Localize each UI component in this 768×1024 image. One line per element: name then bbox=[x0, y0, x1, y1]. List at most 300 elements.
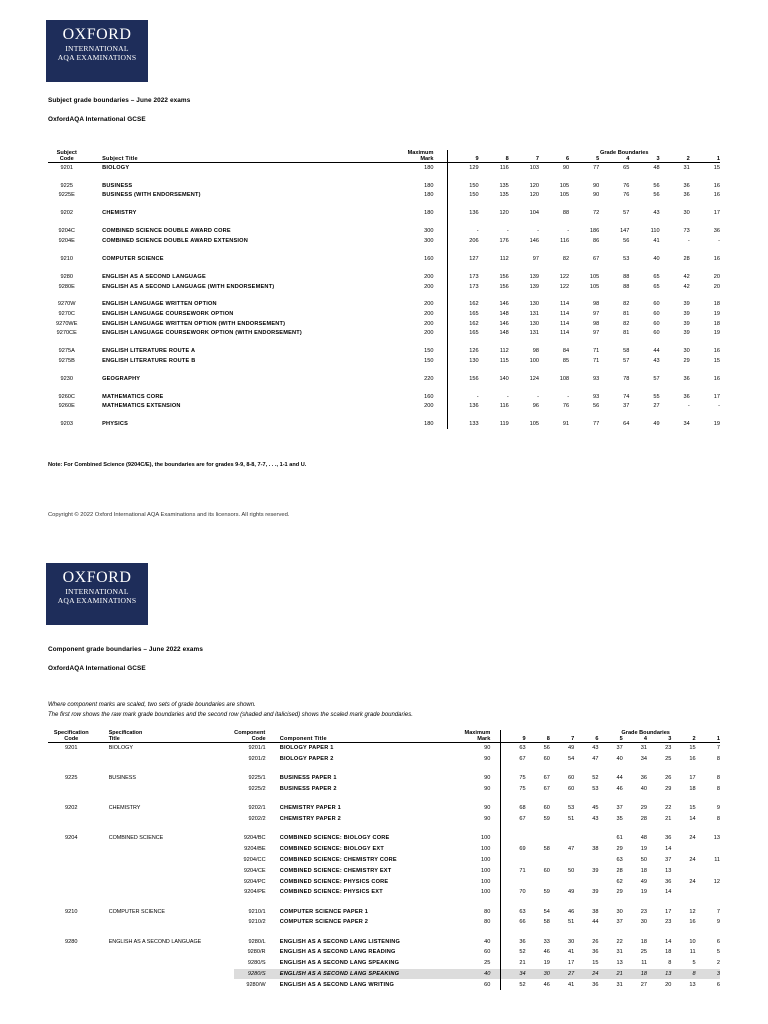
grade-boundary: 30 bbox=[616, 908, 623, 915]
grade-boundary: 130 bbox=[469, 357, 479, 364]
grade-boundary: 136 bbox=[469, 403, 479, 410]
table-row bbox=[48, 236, 720, 246]
grade-boundary: 53 bbox=[623, 255, 630, 262]
grade-boundary: 206 bbox=[469, 237, 479, 244]
specification-code bbox=[48, 876, 95, 887]
grade-boundary: 55 bbox=[653, 393, 660, 400]
grade-boundary: 57 bbox=[623, 357, 630, 364]
grade-boundary: 17 bbox=[567, 960, 575, 967]
grade-boundary bbox=[501, 833, 525, 844]
grade-boundary bbox=[574, 855, 598, 866]
grade-boundary: 20 bbox=[665, 981, 672, 988]
component-title: COMBINED SCIENCE: CHEMISTRY EXT bbox=[279, 867, 392, 874]
col-component-code-line1: Component bbox=[234, 730, 266, 736]
grade-boundary: 30 bbox=[683, 210, 690, 217]
maximum-mark: 300 bbox=[424, 237, 434, 244]
table-row bbox=[48, 254, 720, 264]
grade-boundary: 91 bbox=[562, 421, 570, 428]
grade-boundary bbox=[671, 887, 695, 898]
grade-boundary: 36 bbox=[640, 775, 648, 782]
grade-boundary: 21 bbox=[665, 816, 672, 823]
grade-boundary: 15 bbox=[713, 164, 720, 171]
grade-boundary: 24 bbox=[689, 856, 696, 863]
grade-boundary: 65 bbox=[623, 164, 630, 171]
maximum-mark: 180 bbox=[424, 192, 434, 199]
section2-title: Component grade boundaries – June 2022 exams bbox=[48, 646, 203, 653]
maximum-mark: 200 bbox=[424, 311, 434, 318]
grade-boundary: 176 bbox=[499, 237, 509, 244]
grade-boundary: 139 bbox=[529, 273, 539, 280]
grade-boundary: 18 bbox=[713, 320, 720, 327]
grade-boundary: 51 bbox=[567, 919, 575, 926]
col-component-code-line2: Code bbox=[251, 736, 266, 742]
subject-code: 9203 bbox=[60, 421, 73, 428]
component-title: CHEMISTRY PAPER 1 bbox=[279, 805, 341, 812]
grade-boundary: 110 bbox=[650, 228, 660, 235]
table-row bbox=[48, 784, 720, 795]
specification-title bbox=[109, 887, 234, 898]
subject-title: BUSINESS (WITH ENDORSEMENT) bbox=[102, 192, 201, 199]
grade-boundary: 15 bbox=[689, 745, 696, 752]
grade-boundary: 19 bbox=[713, 330, 720, 337]
subject-code: 9230 bbox=[60, 375, 73, 382]
grade-boundary: - bbox=[537, 228, 539, 235]
grade-boundary: 24 bbox=[574, 969, 598, 980]
specification-code: 9202 bbox=[65, 805, 78, 812]
maximum-mark: 100 bbox=[481, 835, 491, 842]
grade-boundary: 173 bbox=[469, 273, 479, 280]
maximum-mark: 100 bbox=[481, 889, 491, 896]
grade-boundary: 31 bbox=[616, 949, 623, 956]
grade-boundary: 82 bbox=[562, 255, 570, 262]
maximum-mark: 100 bbox=[481, 867, 491, 874]
grade-boundary: 103 bbox=[529, 164, 539, 171]
component-title: COMBINED SCIENCE: BIOLOGY CORE bbox=[279, 835, 390, 842]
component-code: 9204/CC bbox=[243, 856, 266, 863]
grade-boundary: 34 bbox=[640, 756, 648, 763]
grade-boundary: 93 bbox=[593, 375, 600, 382]
table-row bbox=[48, 420, 720, 430]
component-code: 9204/BE bbox=[244, 846, 266, 853]
grade-boundary: 63 bbox=[519, 745, 526, 752]
grade-boundary: 28 bbox=[640, 816, 648, 823]
specification-code: 9204 bbox=[65, 835, 78, 842]
section1-title: Subject grade boundaries – June 2022 exams bbox=[48, 97, 191, 104]
subject-code: 9260E bbox=[58, 403, 75, 410]
grade-boundary: 63 bbox=[519, 908, 526, 915]
spacer-row bbox=[48, 411, 720, 419]
grade-boundary bbox=[550, 855, 574, 866]
grade-boundary: 67 bbox=[519, 816, 526, 823]
specification-code bbox=[48, 784, 95, 795]
grade-boundary: 49 bbox=[653, 421, 660, 428]
table-row bbox=[48, 917, 720, 928]
grade-boundary: 31 bbox=[640, 745, 648, 752]
grade-boundary: 26 bbox=[592, 938, 599, 945]
maximum-mark: 80 bbox=[484, 908, 491, 915]
subject-title: ENGLISH LANGUAGE COURSEWORK OPTION (WITH ENDORSEMENT) bbox=[102, 330, 302, 337]
grade-boundary: 25 bbox=[665, 756, 672, 763]
grade-boundary: 39 bbox=[683, 311, 690, 318]
grade-boundary: 16 bbox=[689, 756, 696, 763]
grade-boundary: 43 bbox=[592, 816, 599, 823]
subject-title: ENGLISH LANGUAGE WRITTEN OPTION bbox=[102, 301, 217, 308]
specification-code bbox=[48, 979, 95, 990]
grade-boundary: 105 bbox=[589, 273, 600, 280]
grade-boundary: 46 bbox=[543, 981, 550, 988]
subject-title: BIOLOGY bbox=[102, 164, 130, 171]
grade-boundary: 34 bbox=[683, 421, 690, 428]
table-row bbox=[48, 958, 720, 969]
grade-boundary: - bbox=[718, 403, 720, 410]
grade-boundary bbox=[550, 833, 574, 844]
subject-code: 9210 bbox=[60, 255, 73, 262]
table-row bbox=[48, 833, 720, 844]
grade-boundary: 133 bbox=[469, 421, 479, 428]
grade-boundary: 31 bbox=[616, 981, 623, 988]
grade-boundary: 67 bbox=[593, 255, 600, 262]
grade-boundary: 53 bbox=[592, 786, 599, 793]
maximum-mark: 25 bbox=[484, 960, 491, 967]
subject-code: 9275A bbox=[58, 348, 75, 355]
maximum-mark: 90 bbox=[484, 786, 491, 793]
grade-boundary: 139 bbox=[529, 283, 539, 290]
component-title: ENGLISH AS A SECOND LANG SPEAKING bbox=[279, 960, 400, 967]
grade-boundary: 36 bbox=[665, 835, 672, 842]
intro-line-2: The first row shows the raw mark grade boundaries and the second row (shaded and italicised) shows the scaled mark grade boundaries. bbox=[48, 712, 413, 718]
grade-boundary: 16 bbox=[713, 375, 720, 382]
grade-boundary: 77 bbox=[593, 164, 600, 171]
table-row bbox=[48, 887, 720, 898]
grade-boundary: 71 bbox=[519, 867, 526, 874]
grade-boundary: - bbox=[567, 228, 570, 235]
grade-boundary bbox=[696, 865, 720, 876]
grade-boundary: 17 bbox=[713, 393, 720, 400]
grade-boundary: 24 bbox=[689, 835, 696, 842]
maximum-mark: 90 bbox=[484, 816, 491, 823]
component-title: BUSINESS PAPER 2 bbox=[279, 786, 337, 793]
component-title: COMPUTER SCIENCE PAPER 1 bbox=[279, 908, 369, 915]
grade-boundary: 57 bbox=[653, 375, 660, 382]
grade-boundary: 116 bbox=[560, 237, 570, 244]
grade-boundary: 126 bbox=[469, 348, 479, 355]
maximum-mark: 100 bbox=[481, 856, 491, 863]
maximum-mark: 200 bbox=[424, 301, 434, 308]
grade-boundary: 150 bbox=[469, 192, 479, 199]
grade-boundary: 44 bbox=[653, 348, 660, 355]
grade-boundary: 116 bbox=[499, 164, 509, 171]
grade-boundary: 9 bbox=[716, 919, 720, 926]
grade-boundary: 13 bbox=[689, 981, 696, 988]
spacer-row bbox=[48, 200, 720, 208]
maximum-mark: 90 bbox=[484, 756, 491, 763]
table-row bbox=[48, 300, 720, 310]
grade-boundary: 17 bbox=[665, 908, 672, 915]
grade-boundary: 146 bbox=[499, 320, 509, 327]
subject-code: 9260C bbox=[58, 393, 75, 400]
grade-boundary: 5 bbox=[716, 949, 720, 956]
grade-boundary: 81 bbox=[623, 330, 630, 337]
table-row bbox=[48, 402, 720, 412]
grade-boundary: 36 bbox=[683, 182, 690, 189]
grade-boundary: 30 bbox=[567, 938, 575, 945]
grade-boundary bbox=[671, 865, 695, 876]
component-title: COMBINED SCIENCE: CHEMISTRY CORE bbox=[279, 856, 397, 863]
grade-boundary: 40 bbox=[653, 255, 660, 262]
grade-boundary: 97 bbox=[593, 330, 600, 337]
table-row bbox=[48, 855, 720, 866]
grade-boundary: 173 bbox=[469, 283, 479, 290]
col-spec-title-line2: Title bbox=[108, 736, 120, 742]
component-code: 9204/PC bbox=[243, 878, 266, 885]
maximum-mark: 60 bbox=[484, 949, 491, 956]
grade-boundary: 90 bbox=[593, 192, 600, 199]
table-row bbox=[48, 773, 720, 784]
maximum-mark: 180 bbox=[424, 210, 434, 217]
specification-code bbox=[48, 917, 95, 928]
grade-boundary: 14 bbox=[689, 816, 696, 823]
grade-boundary: 147 bbox=[620, 228, 630, 235]
grade-boundary: 98 bbox=[593, 301, 600, 308]
specification-title bbox=[109, 958, 234, 969]
col-grade-3: 3 bbox=[656, 156, 660, 162]
subject-title: BUSINESS bbox=[102, 182, 133, 189]
grade-boundary bbox=[526, 876, 550, 887]
specification-code bbox=[48, 814, 95, 825]
specification-code: 9280 bbox=[65, 938, 78, 945]
grade-boundary: 18 bbox=[713, 301, 720, 308]
component-code: 9201/2 bbox=[248, 756, 266, 763]
grade-boundary: 46 bbox=[567, 908, 575, 915]
col-grade-5: 5 bbox=[619, 736, 623, 742]
col-grade-3: 3 bbox=[668, 736, 672, 742]
grade-boundary: 13 bbox=[665, 867, 672, 874]
grade-boundary: 75 bbox=[519, 775, 526, 782]
grade-boundary: 54 bbox=[543, 908, 550, 915]
subject-title: GEOGRAPHY bbox=[102, 375, 141, 382]
component-code: 9204/BC bbox=[243, 835, 266, 842]
logo-line-1: OXFORD bbox=[62, 569, 132, 586]
grade-boundary: - bbox=[567, 393, 570, 400]
grade-boundary: 85 bbox=[562, 357, 570, 364]
grade-boundary: 7 bbox=[716, 908, 720, 915]
component-code: 9204/CE bbox=[243, 867, 266, 874]
subject-title: CHEMISTRY bbox=[102, 210, 137, 217]
component-code: 9225/2 bbox=[248, 786, 266, 793]
subject-code: 9201 bbox=[60, 164, 73, 171]
grade-boundary: 76 bbox=[623, 192, 630, 199]
grade-boundary: 76 bbox=[623, 182, 630, 189]
grade-boundary: 81 bbox=[623, 311, 630, 318]
grade-boundary: 49 bbox=[640, 878, 648, 885]
maximum-mark: 40 bbox=[484, 938, 491, 945]
specification-title bbox=[109, 754, 234, 765]
oxford-aqa-logo bbox=[46, 20, 148, 82]
table-row bbox=[48, 191, 720, 201]
grade-boundary: 7 bbox=[716, 745, 720, 752]
grade-boundary: 50 bbox=[640, 856, 648, 863]
grade-boundary: 9 bbox=[716, 805, 720, 812]
grade-boundary: 165 bbox=[469, 311, 479, 318]
grade-boundary: 41 bbox=[653, 237, 660, 244]
component-title: BIOLOGY PAPER 2 bbox=[279, 756, 334, 763]
grade-boundary: 22 bbox=[665, 805, 672, 812]
grade-boundary: 16 bbox=[689, 919, 696, 926]
grade-boundary: 56 bbox=[593, 403, 600, 410]
table-row bbox=[48, 865, 720, 876]
grade-boundary: 15 bbox=[689, 805, 696, 812]
specification-code bbox=[48, 887, 95, 898]
table-row bbox=[48, 181, 720, 191]
grade-boundary: 65 bbox=[653, 273, 660, 280]
grade-boundary: 23 bbox=[665, 745, 672, 752]
subject-code: 9204C bbox=[58, 228, 75, 235]
grade-boundary: 97 bbox=[532, 255, 539, 262]
grade-boundary: 19 bbox=[713, 311, 720, 318]
spacer-row bbox=[48, 366, 720, 374]
grade-boundary: 48 bbox=[653, 164, 660, 171]
table-row bbox=[48, 356, 720, 366]
table-row bbox=[48, 814, 720, 825]
table-row bbox=[48, 272, 720, 282]
grade-boundary: 17 bbox=[689, 775, 696, 782]
subject-code: 9275B bbox=[58, 357, 75, 364]
grade-boundary: 8 bbox=[716, 816, 720, 823]
specification-title bbox=[109, 784, 234, 795]
grade-boundary: 62 bbox=[616, 878, 623, 885]
grade-boundary: - bbox=[506, 228, 509, 235]
grade-boundary: 31 bbox=[683, 164, 690, 171]
subject-title: ENGLISH AS A SECOND LANGUAGE bbox=[102, 273, 206, 280]
grade-boundary: 60 bbox=[653, 320, 660, 327]
specification-code bbox=[48, 947, 95, 958]
maximum-mark: 80 bbox=[484, 919, 491, 926]
grade-boundary: 41 bbox=[567, 949, 575, 956]
grade-boundary: 6 bbox=[716, 981, 720, 988]
grade-boundary: 131 bbox=[529, 330, 539, 337]
grade-boundary: 116 bbox=[499, 403, 509, 410]
spacer-row bbox=[48, 795, 720, 803]
maximum-mark: 180 bbox=[424, 164, 434, 171]
grade-boundary: 130 bbox=[529, 320, 539, 327]
grade-boundary: 36 bbox=[683, 192, 690, 199]
intro-line-1: Where component marks are scaled, two sets of grade boundaries are shown. bbox=[48, 702, 256, 708]
grade-boundary: 54 bbox=[567, 756, 575, 763]
grade-boundary: 47 bbox=[592, 756, 599, 763]
grade-boundary bbox=[671, 844, 695, 855]
grade-boundary: 16 bbox=[713, 255, 720, 262]
grade-boundary: 45 bbox=[592, 805, 599, 812]
component-code: 9202/1 bbox=[248, 805, 266, 812]
logo-line-2: INTERNATIONAL bbox=[65, 44, 129, 53]
subject-code: 9225E bbox=[58, 192, 75, 199]
grade-boundary: 16 bbox=[713, 182, 720, 189]
grade-boundary: 15 bbox=[713, 357, 720, 364]
component-title: COMBINED SCIENCE: BIOLOGY EXT bbox=[279, 846, 384, 853]
col-grade-5: 5 bbox=[596, 156, 600, 162]
grade-boundary: 37 bbox=[616, 919, 623, 926]
subject-code: 9225 bbox=[60, 182, 73, 189]
grade-boundary: 112 bbox=[499, 255, 509, 262]
grade-boundary: 98 bbox=[593, 320, 600, 327]
grade-boundary: 19 bbox=[640, 846, 648, 853]
grade-boundary: 36 bbox=[592, 981, 599, 988]
subject-title: COMPUTER SCIENCE bbox=[102, 255, 164, 262]
grade-boundary: 135 bbox=[499, 182, 509, 189]
grade-boundary: 41 bbox=[567, 981, 575, 988]
col-grade-7: 7 bbox=[535, 156, 539, 162]
grade-boundary: 86 bbox=[593, 237, 600, 244]
grade-boundary: 119 bbox=[499, 421, 509, 428]
grade-boundary: 34 bbox=[501, 969, 525, 980]
grade-boundary: - bbox=[687, 237, 690, 244]
maximum-mark: 100 bbox=[481, 878, 491, 885]
grade-boundary: 29 bbox=[683, 357, 690, 364]
grade-boundary: 39 bbox=[592, 889, 599, 896]
grade-boundary: 186 bbox=[589, 228, 600, 235]
grade-boundary: 67 bbox=[519, 756, 526, 763]
subject-title: COMBINED SCIENCE DOUBLE AWARD EXTENSION bbox=[102, 237, 248, 244]
specification-code bbox=[48, 844, 95, 855]
grade-boundary: 64 bbox=[623, 421, 630, 428]
grade-boundary: 114 bbox=[560, 330, 570, 337]
col-grade-4: 4 bbox=[626, 156, 630, 162]
grade-boundary: 15 bbox=[592, 960, 599, 967]
specification-title: BUSINESS bbox=[108, 775, 136, 782]
grade-boundary: 120 bbox=[529, 182, 539, 189]
component-title: ENGLISH AS A SECOND LANG WRITING bbox=[279, 981, 395, 988]
component-code: 9280/S bbox=[247, 960, 266, 967]
grade-boundary: 88 bbox=[623, 273, 630, 280]
col-subject-code-line1: Subject bbox=[56, 150, 77, 156]
grade-boundary: 140 bbox=[499, 375, 509, 382]
grade-boundary: 51 bbox=[567, 816, 575, 823]
grade-boundary: 17 bbox=[713, 210, 720, 217]
specification-title bbox=[109, 947, 234, 958]
col-grade-6: 6 bbox=[565, 156, 570, 162]
component-code: 9225/1 bbox=[248, 775, 266, 782]
grade-boundary: 43 bbox=[592, 745, 599, 752]
col-max-line1: Maximum bbox=[407, 150, 434, 156]
grade-boundary: 47 bbox=[567, 846, 575, 853]
grade-boundary: 78 bbox=[623, 375, 630, 382]
grade-boundary: 43 bbox=[653, 357, 660, 364]
grade-boundary: 20 bbox=[713, 273, 720, 280]
col-max-line2: Mark bbox=[477, 736, 491, 742]
grade-boundary: 75 bbox=[519, 786, 526, 793]
grade-boundary: 11 bbox=[689, 949, 696, 956]
grade-boundary: 22 bbox=[616, 938, 623, 945]
specification-title bbox=[109, 814, 234, 825]
grade-boundary: 18 bbox=[640, 938, 648, 945]
col-grade-boundaries: Grade Boundaries bbox=[621, 730, 670, 736]
grade-boundary bbox=[696, 844, 720, 855]
maximum-mark: 200 bbox=[424, 320, 434, 327]
grade-boundary: 162 bbox=[469, 301, 479, 308]
maximum-mark: 300 bbox=[424, 228, 434, 235]
specification-title bbox=[109, 865, 234, 876]
component-code: 9280/R bbox=[247, 949, 266, 956]
grade-boundary: 27 bbox=[640, 981, 648, 988]
col-subject-title: Subject Title bbox=[102, 156, 138, 162]
spacer-row bbox=[48, 384, 720, 392]
col-component-title: Component Title bbox=[279, 736, 327, 742]
logo-line-2: INTERNATIONAL bbox=[65, 587, 129, 596]
subject-title: ENGLISH LANGUAGE COURSEWORK OPTION bbox=[102, 311, 234, 318]
subject-title: ENGLISH AS A SECOND LANGUAGE (WITH ENDORSEMENT) bbox=[102, 283, 275, 290]
grade-boundary: 36 bbox=[683, 375, 690, 382]
grade-boundary: 156 bbox=[469, 375, 479, 382]
